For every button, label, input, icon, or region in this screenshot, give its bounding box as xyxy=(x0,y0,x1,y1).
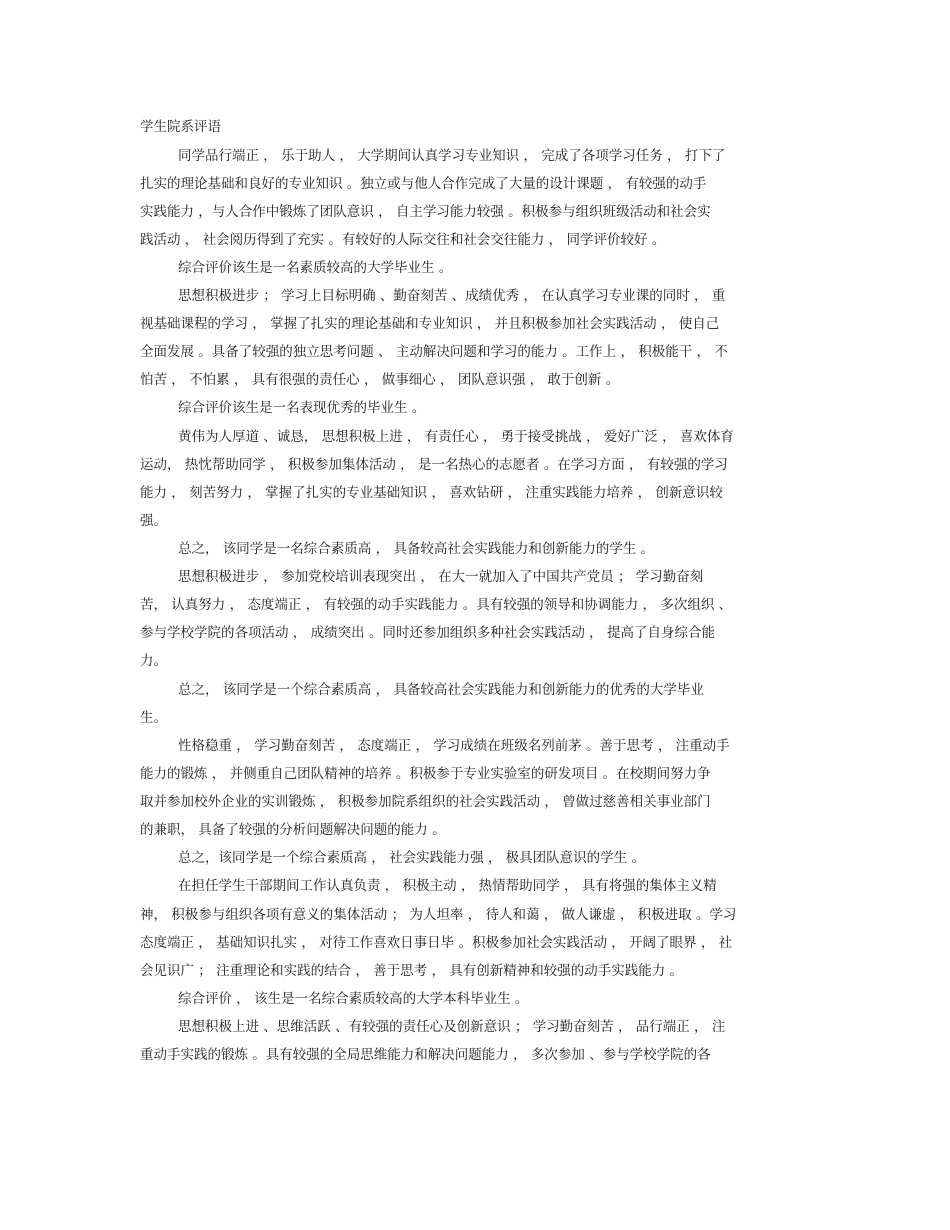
text-line: 视基础课程的学习 ， 掌握了扎实的理论基础和专业知识 ， 并且积极参加社会实践活动 ， 使自己 xyxy=(140,316,720,332)
text-line: 扎实的理论基础和良好的专业知识 。独立或与他人合作完成了大量的设计课题 ， 有较强的动手 xyxy=(140,176,707,192)
text-line: 践活动 ， 社会阅历得到了充实 。有较好的人际交往和社会交往能力 ， 同学评价较好 。 xyxy=(140,232,666,248)
text-line: 会见识广 ； 注重理论和实践的结合 ， 善于思考 ， 具有创新精神和较强的动手实践能力 。 xyxy=(140,963,684,979)
text-line: 力。 xyxy=(140,653,167,669)
text-line: 取并参加校外企业的实训锻炼 ， 积极参加院系组织的社会实践活动 ， 曾做过慈善相关事业部门 xyxy=(140,794,711,810)
text-line: 性格稳重 ， 学习勤奋刻苦 ， 态度端正 ， 学习成绩在班级名列前茅 。善于思考 ， 注重动手 xyxy=(178,738,730,754)
text-line: 怕苦 ， 不怕累 ， 具有很强的责任心 ， 做事细心 ， 团队意识强 ， 敢于创新 。 xyxy=(140,372,620,388)
document-title: 学生院系评语 xyxy=(140,119,221,135)
text-line: 能力的锻炼 ， 并侧重自己团队精神的培养 。积极参于专业实验室的研发项目 。在校期间努力争 xyxy=(140,766,711,782)
text-line: 态度端正 ， 基础知识扎实 ， 对待工作喜欢日事日毕 。积极参加社会实践活动 ， 开阔了眼界 ， 社 xyxy=(140,935,733,951)
text-line: 能力 ， 刻苦努力 ， 掌握了扎实的专业基础知识 ， 喜欢钻研 ， 注重实践能力培养 ， 创新意识较 xyxy=(140,485,723,501)
text-line: 神， 积极参与组织各项有意义的集体活动 ； 为人坦率 ， 待人和蔼 ， 做人谦虚 ， 积极进取 。学习 xyxy=(140,907,737,923)
text-line: 全面发展 。具备了较强的独立思考问题 、 主动解决问题和学习的能力 。工作上 ， 积极能干 ， 不 xyxy=(140,344,728,360)
text-line: 思想积极进步 ， 参加党校培训表现突出 ， 在大一就加入了中国共产党员 ； 学习勤奋刻 xyxy=(178,569,704,585)
text-line: 在担任学生干部期间工作认真负责 ， 积极主动 ， 热情帮助同学 ， 具有将强的集体主义精 xyxy=(178,878,717,894)
text-line: 苦， 认真努力 ， 态度端正 ， 有较强的动手实践能力 。具有较强的领导和协调能力 ， 多次组织 、 xyxy=(140,597,733,613)
text-line: 总之， 该同学是一个综合素质高 ， 具备较高社会实践能力和创新能力的优秀的大学毕业 xyxy=(178,682,704,698)
text-line: 的兼职， 具备了较强的分析问题解决问题的能力 。 xyxy=(140,822,446,838)
text-line: 参与学校学院的各项活动 ， 成绩突出 。同时还参加组织多种社会实践活动 ， 提高了自身综合能 xyxy=(140,625,715,641)
text-line: 同学品行端正 ， 乐于助人 ， 大学期间认真学习专业知识 ， 完成了各项学习任务 ， 打下了 xyxy=(178,148,726,164)
text-line: 综合评价该生是一名表现优秀的毕业生 。 xyxy=(178,400,426,416)
text-line: 总之， 该同学是一名综合素质高 ， 具备较高社会实践能力和创新能力的学生 。 xyxy=(178,541,655,557)
text-line: 黄伟为人厚道 、诚恳， 思想积极上进 ， 有责任心 ， 勇于接受挑战 ， 爱好广泛 ， 喜欢体育 xyxy=(178,429,734,445)
text-line: 综合评价 ， 该生是一名综合素质较高的大学本科毕业生 。 xyxy=(178,991,529,1007)
text-line: 思想积极上进 、思维活跃 、有较强的责任心及创新意识 ； 学习勤奋刻苦 ， 品行端正 ， 注 xyxy=(178,1019,726,1035)
text-line: 综合评价该生是一名素质较高的大学毕业生 。 xyxy=(178,260,453,276)
text-line: 思想积极进步 ； 学习上目标明确 、勤奋刻苦 、成绩优秀 ， 在认真学习专业课的同时 ， 重 xyxy=(178,288,726,304)
text-line: 强。 xyxy=(140,513,167,529)
text-line: 生。 xyxy=(140,710,167,726)
text-line: 实践能力 ，与人合作中锻炼了团队意识 ， 自主学习能力较强 。积极参与组织班级活动和社会实 xyxy=(140,204,711,220)
text-line: 总之，该同学是一个综合素质高 ， 社会实践能力强 ， 极具团队意识的学生 。 xyxy=(178,850,645,866)
text-line: 重动手实践的锻炼 。具有较强的全局思维能力和解决问题能力 ， 多次参加 、参与学校学院的各 xyxy=(140,1047,711,1063)
text-line: 运动， 热忱帮助同学 ， 积极参加集体活动 ， 是一名热心的志愿者 。在学习方面 ， 有较强的学习 xyxy=(140,457,728,473)
